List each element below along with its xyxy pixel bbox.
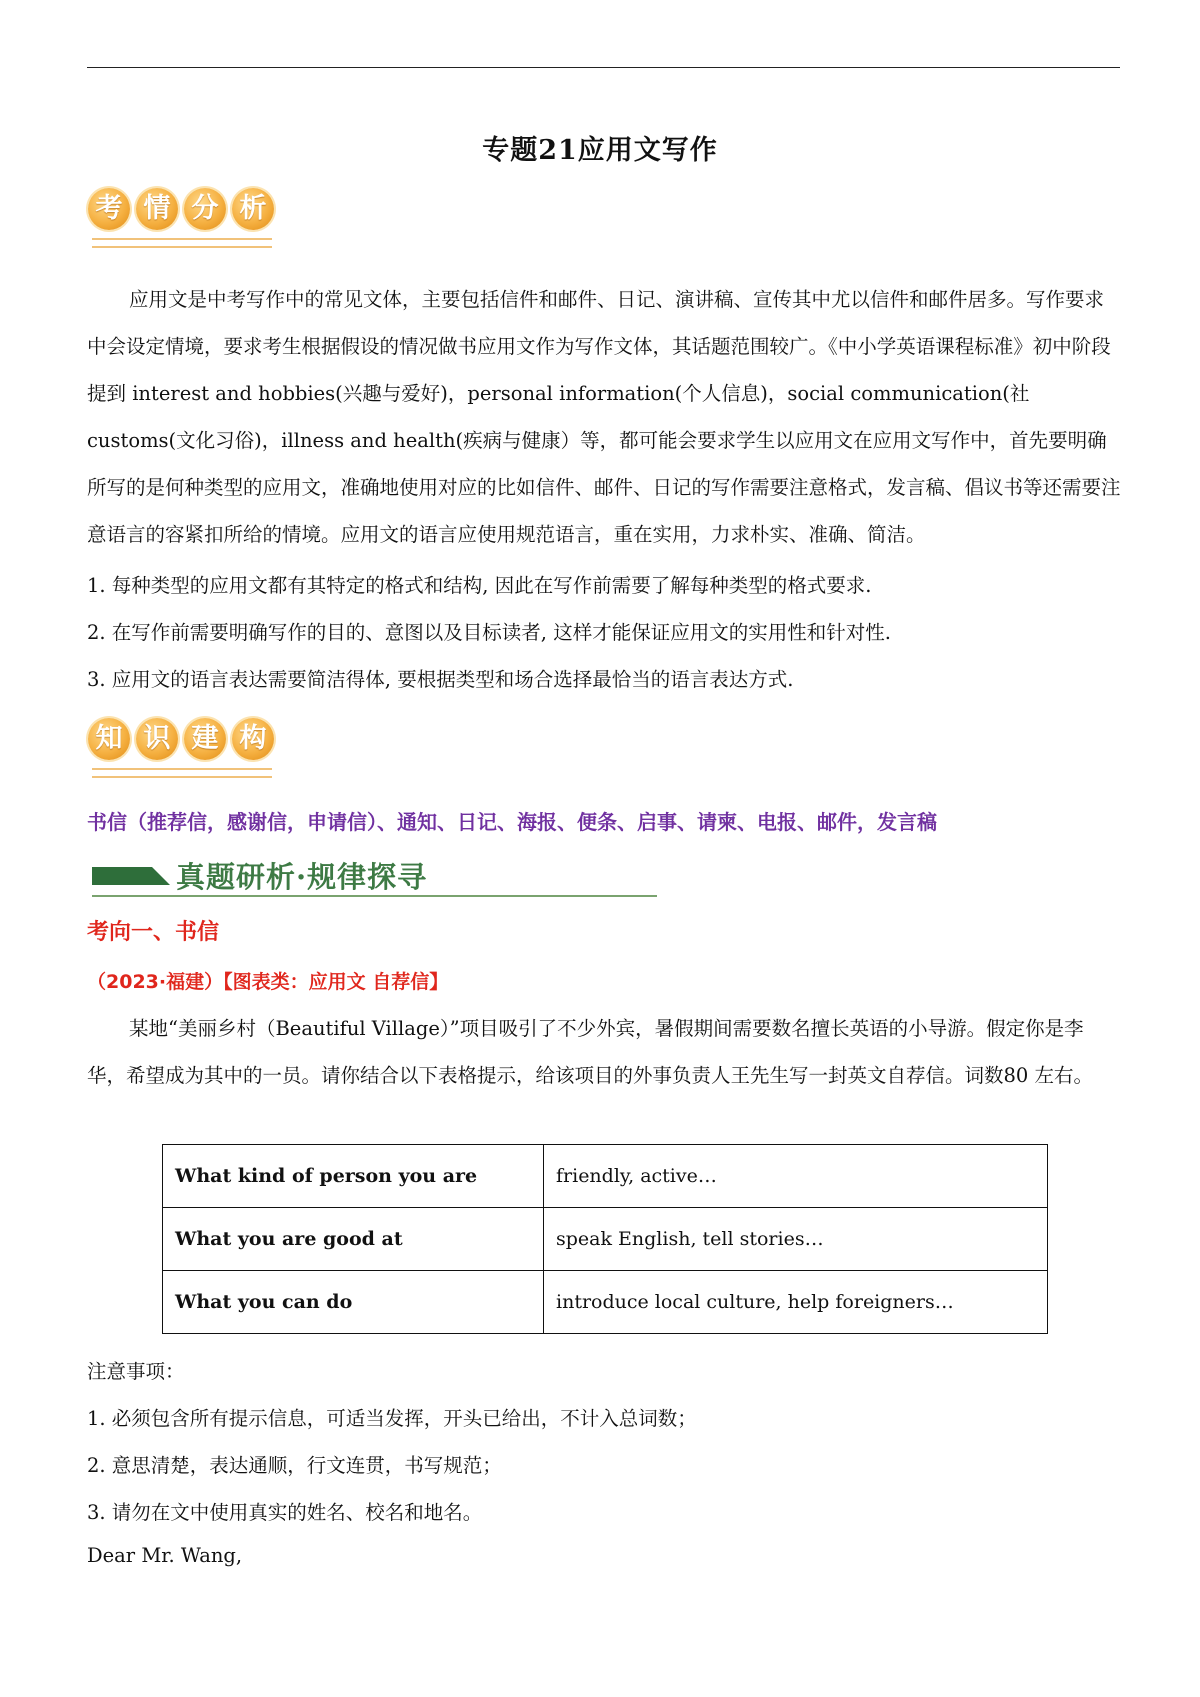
knowledge-badge [88,718,274,760]
banner-underline [92,895,657,897]
table-key: What you are good at [163,1208,544,1271]
note-item: 1. 必须包含所有提示信息，可适当发挥，开头已给出，不计入总词数； [87,1407,697,1430]
banner-text: 真题研析·规律探寻 [176,860,428,894]
badge-char: 识 [136,718,178,760]
intro-point: 2. 在写作前需要明确写作的目的、意图以及目标读者, 这样才能保证应用文的实用性和针对性. [87,621,891,644]
header-rule [87,67,1120,68]
question-prompt: 某地“美丽乡村（Beautiful Village）”项目吸引了不少外宾，暑假期间需要数名擅长英语的小导游。假定你是李华，希望成为其中的一员。请你结合以下表格提示，给该项目的外事负责人王先生写一封英文自荐信。词数80 左右。 [87,1017,1094,1087]
badge-decoration [92,768,272,778]
badge-char: 构 [232,718,274,760]
page-title: 专题21应用文写作 [482,135,718,166]
intro-paragraph: 应用文是中考写作中的常见文体，主要包括信件和邮件、日记、演讲稿、宣传其中尤以信件和邮件居多。写作要求中会设定情境，要求考生根据假设的情况做书应用文作为写作文体，其话题范围较广。《中小学英语课程标准》初中阶段提到 interest and hobbies(兴趣与爱好)，personal information(个人信息)，social communication(社customs(文化习俗)，illness and health(疾病与健康）等，都可能会要求学生以应用文在应用文写作中，首先要明确所写的是何种类型的应用文，准确地使用对应的比如信件、邮件、日记的写作需要注意格式，发言稿、倡议书等还需要注意语言的容紧扣所给的情境。应用文的语言应使用规范语言，重在实用，力求朴实、准确、简洁。 [87,288,1121,546]
badge-char: 析 [232,188,274,230]
table-key: What kind of person you are [163,1145,544,1208]
intro-point: 1. 每种类型的应用文都有其特定的格式和结构, 因此在写作前需要了解每种类型的格式要求. [87,574,872,597]
badge-char: 考 [88,188,130,230]
table-value: speak English, tell stories… [544,1208,1048,1271]
section-banner [92,853,657,898]
table-row [163,1208,1048,1271]
note-item: 3. 请勿在文中使用真实的姓名、校名和地名。 [87,1501,483,1524]
table-row [163,1271,1048,1334]
notes-title: 注意事项： [87,1360,185,1383]
knowledge-types: 书信（推荐信，感谢信，申请信）、通知、日记、海报、便条、启事、请柬、电报、邮件，发言稿 [87,810,937,834]
intro-point: 3. 应用文的语言表达需要简洁得体, 要根据类型和场合选择最恰当的语言表达方式. [87,668,794,691]
table-key: What you can do [163,1271,544,1334]
banner-bar-tail [152,867,170,885]
badge-char: 知 [88,718,130,760]
analysis-badge [88,188,274,230]
note-item: 2. 意思清楚，表达通顺，行文连贯，书写规范； [87,1454,502,1477]
badge-decoration [92,238,272,248]
badge-char: 情 [136,188,178,230]
banner-bar [92,867,152,885]
badge-char: 建 [184,718,226,760]
badge-char: 分 [184,188,226,230]
table-value: friendly, active… [544,1145,1048,1208]
table-value: introduce local culture, help foreigners… [544,1271,1048,1334]
table-row [163,1145,1048,1208]
question-source: （2023·福建）【图表类：应用文 自荐信】 [87,971,449,993]
hint-table [162,1144,1048,1334]
salutation: Dear Mr. Wang, [87,1544,243,1567]
direction-heading: 考向一、书信 [87,920,220,945]
